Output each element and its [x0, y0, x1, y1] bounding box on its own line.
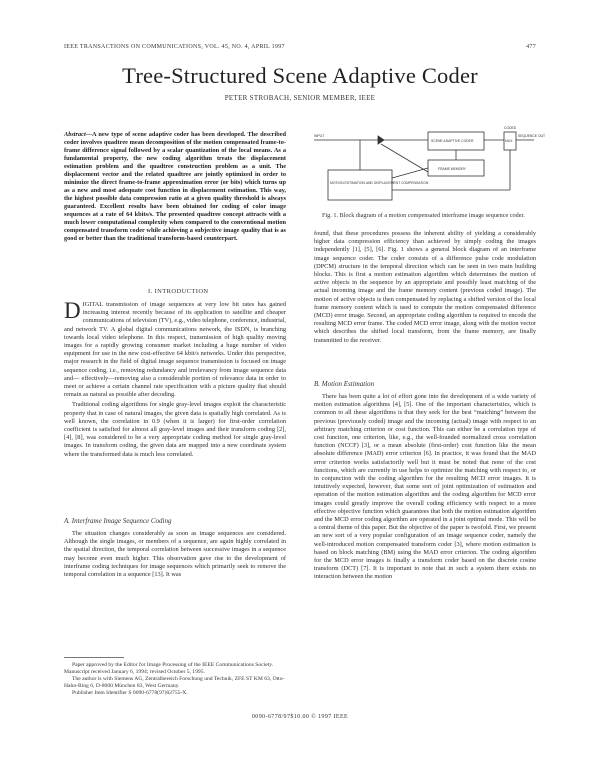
left-column-intro — [64, 298, 286, 512]
label-sequence-out: SEQUENCE OUT — [518, 134, 546, 138]
footnote-3: Publisher Item Identifier S 0090-6778(97)02755-X. — [72, 690, 188, 696]
section-heading-introduction: I. INTRODUCTION — [148, 288, 209, 295]
right-column-subsection-b — [314, 393, 536, 707]
author-line: PETER STROBACH, SENIOR MEMBER, IEEE — [224, 94, 376, 102]
abstract — [64, 131, 286, 255]
footnotes — [64, 662, 286, 697]
footnote-rule — [64, 657, 124, 658]
running-head — [64, 44, 536, 50]
footnote-1: Paper approved by the Editor for Image Processing of the IEEE Communications Society. Manuscript received January 6, 1994; revised October 5, 1995. — [64, 662, 274, 675]
intro-paragraph-1 — [64, 298, 286, 399]
abstract-label: Abstract — [64, 131, 86, 138]
drop-cap: D — [64, 298, 81, 323]
motion-to-memory-line — [392, 168, 428, 178]
subsection-a-paragraph: The situation changes considerably as soon as image sequences are considered. Although the single images, or members of a sequence, are again highly correlated in the spatial direction, the temporal correlation between successive images in a sequence may become even much higher. This observation gave rise to the development of interframe coding techniques for image sequences which primarily seek to remove the temporal correlation in a sequence [13]. It was — [64, 530, 286, 579]
motion-estimation-box — [328, 170, 392, 200]
right-column-text — [314, 230, 536, 374]
intro-paragraph-2: Traditional coding algorithms for single gray-level images exploit the characteristic property that in case of natural images, the given data is spatially high correlated. As is well known, the correlation in 0.9 (when it is larger) for first-order correlation coefficient is satisfied for almost all gray-level images and their transform coding [2], [4], [8], was considered to be a very appropriate coding method for single gray-level images. In transform coding, the given data are mapped into a new coordinate system where the transformed data is much less correlated. — [64, 401, 286, 458]
label-motion: MOTION ESTIMATION AND DISPLACEMENT COMPENSATION — [330, 181, 429, 185]
label-coded: CODED — [504, 126, 517, 130]
copyright-footer: 0090-6778/97$10.00 © 1997 IEEE — [251, 714, 349, 720]
figure-block-diagram — [308, 126, 546, 208]
label-input: INPUT — [314, 134, 325, 138]
paper-title: Tree-Structured Scene Adaptive Coder — [122, 63, 478, 88]
subtractor-node — [378, 136, 384, 144]
figure-caption: Fig. 1. Block diagram of a motion compensated interframe image sequence coder. — [322, 212, 525, 219]
page-number: 477 — [526, 44, 536, 50]
left-column-subsection-a — [64, 530, 286, 654]
right-paragraph-1: found, that these procedures possess the inherent ability of yielding a considerably higher data compression efficiency than achieved by simply coding the images independently [1], [5], [6]. Fig. 1 shows a general block diagram of an interframe image sequence coder. The coder consists of a difference pulse code modulation (DPCM) structure in the temporal direction which can be seen in two main building blocks. This is first a motion estimation algorithm which determines the motion of active objects in the sequence by an appropriate and possibly least matching of the actual incoming image and the frame memory content (previous coded image). The motion of active objects is then compensated by replacing a shifted version of the local frame memory content which is used to compute the motion compensated difference (MCD) error image. Second, an appropriate coding algorithm is required to encode the resulting MCD error frame. The coded MCD error image, along with the motion vector which describes the shifted local transform, from the frame memory, are finally transmitted to the receiver. — [314, 230, 536, 344]
abstract-text: —A new type of scene adaptive coder has been developed. The described coder involves quadtree mean decomposition of the motion compensated frame-to-frame difference signal followed by a scalar quantization of the local means. As a fundamental property, the new coding algorithm treats the displacement estimation problem and the quadtree construction problem as a unit. The displacement vector and the related quadtree are jointly optimized in order to minimize the direct frame-to-frame approximation error (or bits) which turns up as a new and most adequate cost function in displacement estimation. This way, the highest possible data compression ratio at a given quality threshold is always guaranteed. Excellent results have been obtained for coding of color image sequences at a rate of 64 kbits/s. The presented quadtree concept attracts with a much lower computational complexity when compared to the conventional motion compensated transform coder while achieving a subjective image quality that is as good or better than the traditional transform-based counterpart. — [64, 131, 286, 242]
subsection-heading-b: B. Motion Estimation — [314, 380, 375, 388]
label-mux: MUX — [505, 139, 513, 143]
journal-name: IEEE TRANSACTIONS ON COMMUNICATIONS, VOL. 45, NO. 4, APRIL 1997 — [64, 44, 285, 50]
label-frame-memory: FRAME MEMORY — [438, 167, 467, 171]
subsection-b-paragraph: There has been quite a lot of effort gone into the development of a wide variety of motion estimation algorithms [4], [5]. One of the important characteristics, which is common to all these algorithms is that they seek for the best “matching” between the previous (previously coded) image and the incoming (actual) image with respect to an arbitrary matching criterion or cost function. This can either be a correlation type of cost function, one criterion, like, e.g., the well-founded normalized cross correlation function (NCCF) [3], or a mean absolute (first-order) cost function like the mean absolute difference (MAD) error criterion [6]. In practice, it was found that the MAD error criterion works satisfactorily well but it must be noted that none of the cost functions, which are currently in use helps to optimize the matching with respect to, or in conjunction with the coding algorithm for the resulting MCD error images. It is intuitively expected, however, that some sort of joint optimization of estimation and operation of the motion estimation algorithm and the coding algorithm for MCD error images could greatly improve the overall coding efficiency with respect to a more effective objective function which guarantees that both the motion estimation algorithm and the MCD error coding algorithm are operated in a joint optimal mode. This will be a central theme of this paper. But the objective of the paper is twofold. First, we present an new sort of a very popular configuration of an image sequence coder, namely the well-introduced motion compensated transform coder [3], where motion estimation is based on block matching (BM) using the MAD error criterion. The coding algorithm for the MCD error images is finally a transform coder based on the discrete cosine transform (DCT) [7]. It is important to note that in such a system there exists no interaction between the motion — [314, 393, 536, 581]
memory-to-subtractor-line — [381, 144, 428, 172]
intro-paragraph-1-text: IGITAL transmission of image sequences at very low bit rates has gained increasing interest recently because of its application to satellite and cheaper communications of television (TV), e.g., video telephone, conference, industrial, and network TV. A global digital communications network, the ISDN, is branching towards local video telephone. In this respect, transmission of high quality moving images for a rapidly growing consumer market including a huge number of video equipment for use in the new cost-effective 64 kbit/s networks. Under this perspective, major research in the field of digital image sequence transmission is focused on image sequence coding, i.e., removing redundancy and irrelevancy from image sequence data and— effectively—removing also a considerable portion of relevance data in order to meet or achieve a certain channel rate specification with a picture quality that should remain as natural as possible after decoding. — [64, 301, 286, 399]
subsection-heading-a: A. Interframe Image Sequence Coding — [64, 517, 172, 525]
footnote-2: The author is with Siemens AG, Zentralbereich Forschung und Technik, ZFE ST KM 63, Otto-Hahn-Ring 6, D-8000 München 83, West Germany. — [64, 676, 285, 689]
label-coder-box: SCENE ADAPTIVE CODER — [431, 139, 474, 143]
